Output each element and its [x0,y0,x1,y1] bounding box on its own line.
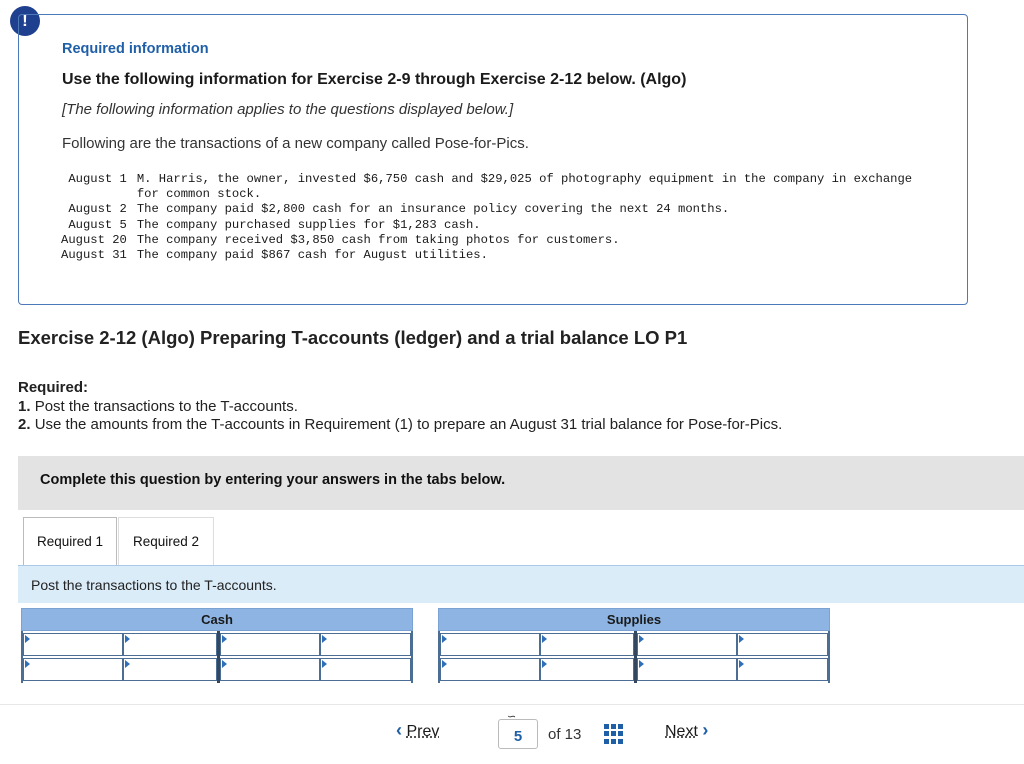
transaction-row [61,172,917,202]
info-intro: Following are the transactions of a new company called Pose-for-Pics. [62,135,529,152]
page-total: of 13 [548,726,582,743]
requirement-text: Use the amounts from the T-accounts in Requirement (1) to prepare an August 31 trial balance for Pose-for-Pics. [34,416,783,433]
transaction-date: August 31 [61,248,127,263]
required-information-box [18,14,968,305]
alert-icon: ! [10,6,40,36]
requirement-item [18,416,782,433]
taccount-input[interactable] [320,658,411,681]
transaction-row [61,233,917,248]
taccount-grid [21,631,413,683]
taccount-input[interactable] [23,633,123,656]
taccount-input[interactable] [737,658,828,681]
taccount-title: Supplies [438,608,830,631]
instructions-text: Complete this question by entering your answers in the tabs below. [40,472,506,488]
requirement-number: 2. [18,416,31,433]
current-page-indicator[interactable]: 5 [498,719,538,749]
taccount-supplies [438,608,830,683]
tab-panel-instruction: Post the transactions to the T-accounts. [31,577,277,593]
taccount-input[interactable] [540,658,634,681]
prev-label: Prev [406,723,440,740]
taccount-input[interactable] [637,658,737,681]
taccount-cash [21,608,413,683]
transaction-date: August 2 [68,202,127,217]
taccount-divider [217,631,220,683]
taccount-title: Cash [21,608,413,631]
taccount-input[interactable] [637,633,737,656]
transaction-description: The company paid $2,800 cash for an insurance policy covering the next 24 months. [136,202,730,217]
taccount-divider [634,631,637,683]
requirement-item [18,398,298,415]
transaction-description: The company received $3,850 cash from taking photos for customers. [136,232,620,247]
next-button[interactable] [665,720,708,741]
taccount-input[interactable] [220,633,320,656]
chevron-left-icon: ‹ [396,720,402,740]
tab-panel-header [18,565,1024,603]
taccount-grid [438,631,830,683]
taccount-input[interactable] [440,658,540,681]
exercise-title: Exercise 2-12 (Algo) Preparing T-accounts (ledger) and a trial balance LO P1 [18,327,688,348]
info-heading: Required information [62,41,209,57]
transaction-row [61,202,917,217]
requirement-text: Post the transactions to the T-accounts. [34,398,298,415]
tab-required-2[interactable]: Required 2 [118,517,214,565]
transaction-date: August 20 [61,232,127,247]
transaction-date: August 5 [68,217,127,232]
transactions-table [61,172,917,263]
required-label: Required: [18,379,89,396]
next-label: Next [665,723,698,740]
tab-required-1[interactable]: Required 1 [23,517,117,565]
chevron-right-icon: › [702,720,709,740]
info-note: [The following information applies to the questions displayed below.] [62,101,514,118]
instructions-bar [18,456,1024,510]
transaction-description: The company paid $867 cash for August utilities. [136,248,488,263]
taccount-input[interactable] [123,658,217,681]
info-title: Use the following information for Exercise 2-9 through Exercise 2-12 below. (Algo) [62,71,687,88]
requirement-number: 1. [18,398,31,415]
grid-icon[interactable] [604,724,624,744]
taccount-input[interactable] [540,633,634,656]
taccount-input[interactable] [440,633,540,656]
transaction-row [61,248,917,263]
taccount-input[interactable] [23,658,123,681]
taccount-input[interactable] [220,658,320,681]
transaction-description: The company purchased supplies for $1,283 cash. [136,217,481,232]
taccount-input[interactable] [320,633,411,656]
taccount-input[interactable] [737,633,828,656]
transaction-row [61,218,917,233]
link-icon: ∽ [507,711,517,723]
prev-button[interactable] [396,720,439,741]
taccount-input[interactable] [123,633,217,656]
transaction-date: August 1 [68,172,127,186]
transaction-description: M. Harris, the owner, invested $6,750 cash and $29,025 of photography equipment in the company in exchange for common stock. [136,172,913,202]
